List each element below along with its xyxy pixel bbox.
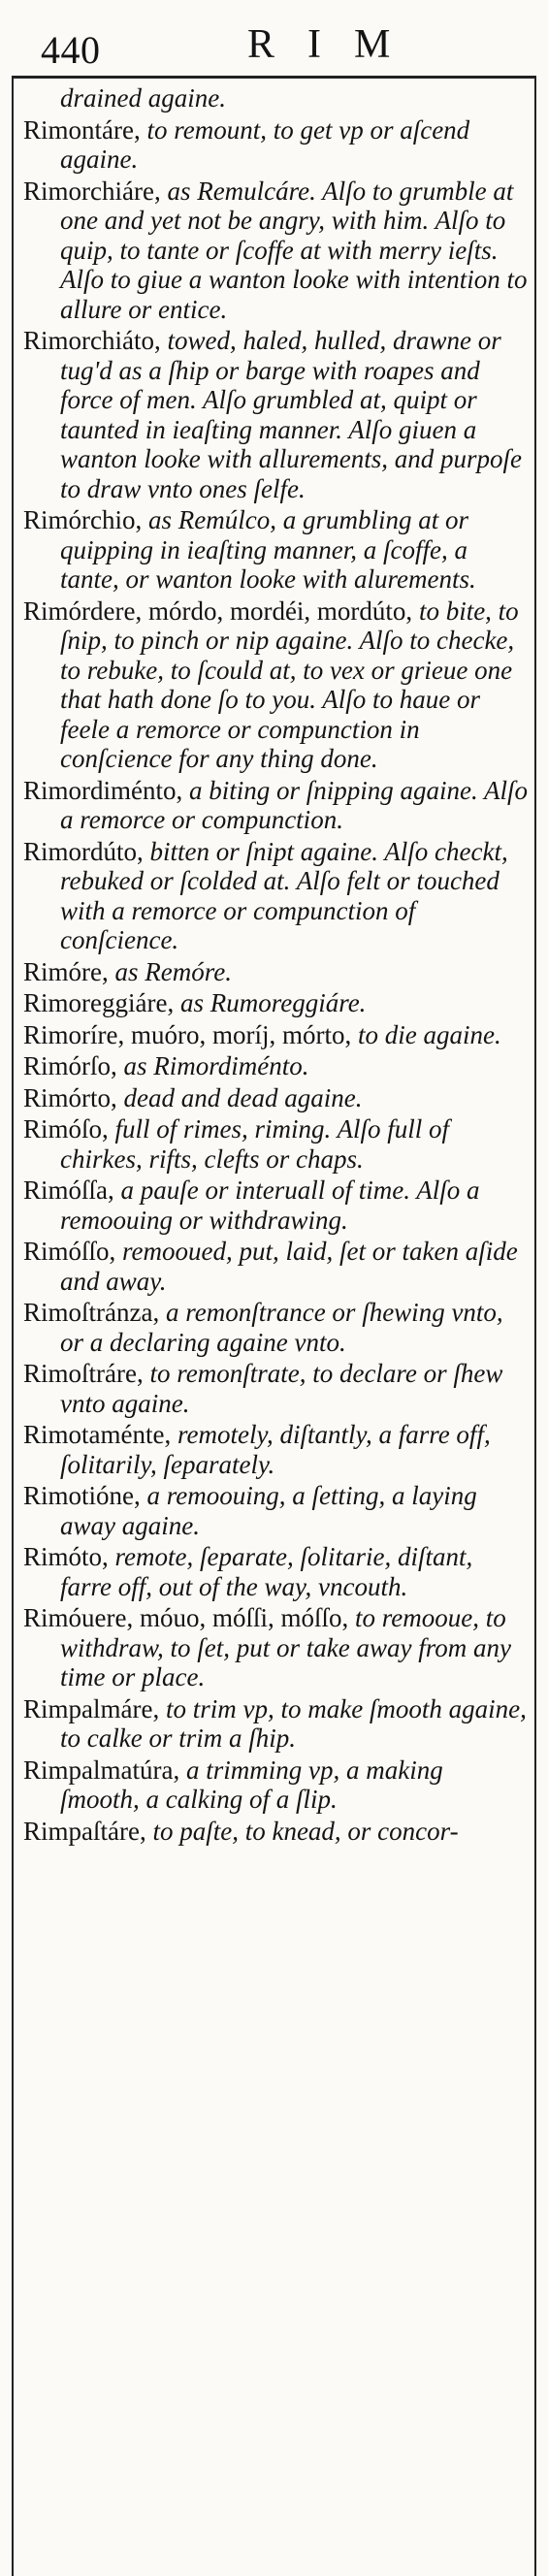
entry-definition: remotely, diſtantly, a farre off, ſolitarily, ſeparately. bbox=[60, 1420, 491, 1479]
entry-headword: Rimóſo, bbox=[23, 1114, 115, 1143]
dictionary-entry bbox=[23, 1542, 529, 1601]
entry-headword: Rimórdere, mórdo, mordéi, mordúto, bbox=[23, 596, 419, 626]
entry-definition: towed, haled, hulled, drawne or tug'd as a ſhip or barge with roapes and force of men. Alſo grumbled at, quipt or taunted in ieaſting manner. Alſo giuen a wanton looke with allurements, and purpoſe to draw vnto ones ſelfe. bbox=[60, 326, 522, 503]
dictionary-entry bbox=[23, 1755, 529, 1815]
dictionary-entry bbox=[23, 1420, 529, 1479]
dictionary-entry bbox=[23, 596, 529, 774]
entry-definition: remooued, put, laid, ſet or taken aſide and away. bbox=[60, 1237, 518, 1296]
entry-definition: as Remúlco, a grumbling at or quipping in ieaſting manner, a ſcoffe, a tante, or wanton looke with alurements. bbox=[60, 505, 476, 594]
dictionary-entry bbox=[23, 1175, 529, 1235]
entry-headword: Rimotaménte, bbox=[23, 1420, 177, 1449]
entry-headword: Rimpalmáre, bbox=[23, 1693, 166, 1723]
entry-headword: Rimorchiáto, bbox=[23, 326, 168, 355]
dictionary-entry bbox=[23, 957, 529, 987]
entry-headword: Rimordiménto, bbox=[23, 775, 189, 805]
entry-definition: a biting or ſnipping againe. Alſo a remorce or compunction. bbox=[60, 775, 529, 834]
entry-headword: Rimordúto, bbox=[23, 836, 150, 866]
dictionary-column bbox=[23, 83, 529, 1848]
entry-definition: to bite, to ſnip, to pinch or nip againe. Alſo to checke, to rebuke, to ſcould at, to vex or grieue one that hath done ſo to you. Alſo to haue or feele a remorce or compunction in conſcience for any thing done. bbox=[60, 596, 519, 773]
left-column-rule bbox=[12, 76, 14, 2576]
entry-headword: Rimpalmatúra, bbox=[23, 1755, 186, 1785]
dictionary-entry bbox=[23, 326, 529, 503]
right-column-rule bbox=[534, 76, 536, 2576]
entry-headword: Rimpaſtáre, bbox=[23, 1816, 153, 1846]
entry-definition: to trim vp, to make ſmooth againe, to calke or trim a ſhip. bbox=[60, 1693, 527, 1753]
dictionary-entry bbox=[23, 988, 529, 1018]
entry-definition: dead and dead againe. bbox=[123, 1082, 363, 1112]
dictionary-entry bbox=[23, 1603, 529, 1692]
dictionary-entry bbox=[23, 177, 529, 325]
entry-headword: Rimóuere, móuo, móſſi, móſſo, bbox=[23, 1603, 355, 1632]
dictionary-entry bbox=[23, 1083, 529, 1113]
entry-definition: to remount, to get vp or aſcend againe. bbox=[60, 114, 470, 174]
entry-headword: Rimoſtránza, bbox=[23, 1298, 166, 1327]
entry-headword: Rimóſſo, bbox=[23, 1237, 123, 1266]
dictionary-entry bbox=[23, 837, 529, 955]
dictionary-entry bbox=[23, 1051, 529, 1081]
dictionary-entry bbox=[23, 1817, 529, 1847]
entry-headword: Rimórto, bbox=[23, 1082, 124, 1112]
dictionary-entry bbox=[23, 1020, 529, 1050]
entry-definition: as Remulcáre. Alſo to grumble at one and yet not be angry, with him. Alſo to quip, to tante or ſcoffe at with merry ieſts. Alſo to giue a wanton looke with intention to allure or entice. bbox=[60, 176, 528, 324]
dictionary-entry bbox=[23, 1114, 529, 1174]
page-number: 440 bbox=[41, 28, 101, 72]
entry-definition: as Rumoreggiáre. bbox=[179, 988, 367, 1017]
entry-headword: Rimóſſa, bbox=[23, 1175, 121, 1205]
entry-definition: to remonſtrate, to declare or ſhew vnto againe. bbox=[60, 1359, 503, 1418]
dictionary-entry bbox=[23, 776, 529, 835]
entry-headword: Rimoſtráre, bbox=[23, 1359, 150, 1388]
dictionary-entry bbox=[23, 1298, 529, 1357]
dictionary-entry bbox=[23, 1694, 529, 1754]
entry-definition: as Remóre. bbox=[114, 956, 232, 986]
entry-headword: Rimóto, bbox=[23, 1542, 115, 1571]
entry-headword: Rimoreggiáre, bbox=[23, 988, 180, 1017]
entry-definition: bitten or ſnipt againe. Alſo checkt, rebuked or ſcolded at. Alſo felt or touched with a remorce or compunction of conſcience. bbox=[60, 836, 508, 954]
dictionary-entry bbox=[23, 1237, 529, 1296]
entry-definition: drained againe. bbox=[60, 83, 226, 113]
entry-headword: Rimontáre, bbox=[23, 114, 141, 145]
dictionary-entry bbox=[23, 1481, 529, 1540]
entry-definition: as Rimordiménto. bbox=[123, 1051, 309, 1080]
entry-definition: a remonſtrance or ſhewing vnto, or a declaring againe vnto. bbox=[60, 1298, 503, 1357]
page-header bbox=[0, 0, 548, 74]
entry-definition: remote, ſeparate, ſolitarie, diſtant, farre off, out of the way, vncouth. bbox=[60, 1542, 473, 1601]
running-head: RIM bbox=[247, 22, 424, 67]
entry-headword: Rimórſo, bbox=[23, 1051, 124, 1080]
entry-definition: to remooue, to withdraw, to ſet, put or take away from any time or place. bbox=[60, 1603, 511, 1691]
entry-headword: Rimóre, bbox=[23, 956, 115, 986]
dictionary-entry bbox=[23, 1359, 529, 1418]
entry-definition: a pauſe or interuall of time. Alſo a remoouing or withdrawing. bbox=[60, 1175, 480, 1235]
entry-definition: a remoouing, a ſetting, a laying away againe. bbox=[60, 1481, 477, 1540]
entry-definition: full of rimes, riming. Alſo full of chirkes, rifts, clefts or chaps. bbox=[60, 1114, 450, 1174]
entry-headword: Rimórchio, bbox=[23, 505, 148, 534]
entry-headword: Rimorchiáre, bbox=[23, 176, 168, 206]
dictionary-entry bbox=[23, 115, 529, 175]
entry-definition: to paſte, to knead, or concor- bbox=[152, 1816, 459, 1846]
entry-definition: a trimming vp, a making ſmooth, a calking of a ſlip. bbox=[60, 1755, 443, 1814]
entry-headword: Rimoríre, muóro, moríj, mórto, bbox=[23, 1019, 358, 1049]
header-rule bbox=[12, 76, 536, 79]
entry-headword: Rimotióne, bbox=[23, 1481, 147, 1510]
dictionary-entry-continuation bbox=[23, 83, 529, 113]
dictionary-entry bbox=[23, 505, 529, 595]
entry-definition: to die againe. bbox=[357, 1019, 501, 1049]
